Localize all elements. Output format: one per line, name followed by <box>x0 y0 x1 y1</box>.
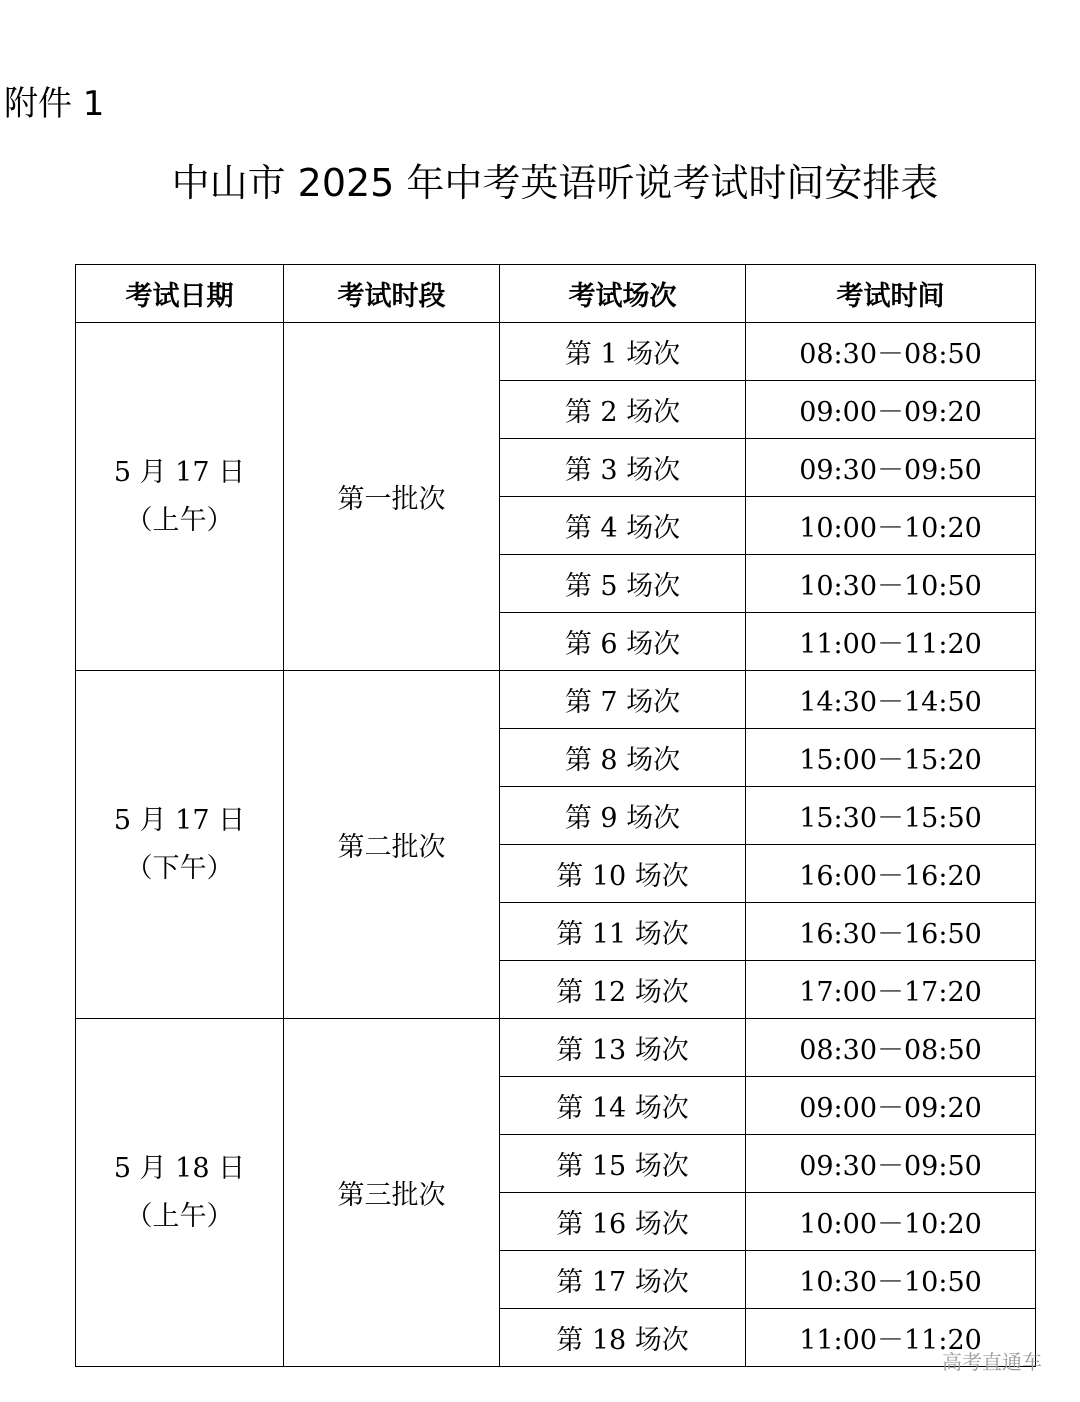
time-cell: 10:30－10:50 <box>746 555 1036 613</box>
watermark-text: 高考直通车 <box>942 1350 1042 1374</box>
page-title: 中山市 2025 年中考英语听说考试时间安排表 <box>171 161 939 205</box>
session-cell: 第 18 场次 <box>500 1309 746 1367</box>
table-header-row <box>76 265 1036 323</box>
session-cell: 第 11 场次 <box>500 903 746 961</box>
session-cell: 第 15 场次 <box>500 1135 746 1193</box>
date-text: 5 月 17 日 <box>113 804 246 836</box>
period-cell: 第三批次 <box>284 1019 500 1367</box>
session-cell: 第 7 场次 <box>500 671 746 729</box>
session-cell: 第 8 场次 <box>500 729 746 787</box>
time-cell: 08:30－08:50 <box>746 1019 1036 1077</box>
session-cell: 第 16 场次 <box>500 1193 746 1251</box>
half-day-text: （上午） <box>125 504 234 536</box>
period-cell: 第二批次 <box>284 671 500 1019</box>
session-cell: 第 3 场次 <box>500 439 746 497</box>
time-cell: 17:00－17:20 <box>746 961 1036 1019</box>
half-day-text: （下午） <box>125 852 234 884</box>
time-cell: 10:00－10:20 <box>746 497 1036 555</box>
period-cell: 第一批次 <box>284 323 500 671</box>
time-cell: 16:30－16:50 <box>746 903 1036 961</box>
session-cell: 第 5 场次 <box>500 555 746 613</box>
session-cell: 第 9 场次 <box>500 787 746 845</box>
time-cell: 09:00－09:20 <box>746 1077 1036 1135</box>
time-cell: 16:00－16:20 <box>746 845 1036 903</box>
header-exam-date: 考试日期 <box>76 265 284 323</box>
time-cell: 09:30－09:50 <box>746 439 1036 497</box>
time-cell: 11:00－11:20 <box>746 613 1036 671</box>
session-cell: 第 17 场次 <box>500 1251 746 1309</box>
time-cell: 09:30－09:50 <box>746 1135 1036 1193</box>
session-cell: 第 1 场次 <box>500 323 746 381</box>
exam-schedule-table <box>75 264 1036 1367</box>
date-cell <box>76 323 284 671</box>
time-cell: 09:00－09:20 <box>746 381 1036 439</box>
date-cell <box>76 671 284 1019</box>
date-text: 5 月 17 日 <box>113 456 246 488</box>
header-exam-time: 考试时间 <box>746 265 1036 323</box>
table-row <box>76 671 1036 729</box>
half-day-text: （上午） <box>125 1200 234 1232</box>
session-cell: 第 10 场次 <box>500 845 746 903</box>
header-exam-period: 考试时段 <box>284 265 500 323</box>
session-cell: 第 14 场次 <box>500 1077 746 1135</box>
session-cell: 第 2 场次 <box>500 381 746 439</box>
date-text: 5 月 18 日 <box>113 1152 246 1184</box>
time-cell: 14:30－14:50 <box>746 671 1036 729</box>
table-row <box>76 323 1036 381</box>
date-cell <box>76 1019 284 1367</box>
table-row <box>76 1019 1036 1077</box>
time-cell: 10:30－10:50 <box>746 1251 1036 1309</box>
time-cell: 15:00－15:20 <box>746 729 1036 787</box>
time-cell: 11:00－11:20 <box>746 1309 1036 1367</box>
session-cell: 第 12 场次 <box>500 961 746 1019</box>
session-cell: 第 13 场次 <box>500 1019 746 1077</box>
session-cell: 第 6 场次 <box>500 613 746 671</box>
attachment-label: 附件 1 <box>4 84 105 124</box>
time-cell: 08:30－08:50 <box>746 323 1036 381</box>
time-cell: 10:00－10:20 <box>746 1193 1036 1251</box>
time-cell: 15:30－15:50 <box>746 787 1036 845</box>
header-exam-session: 考试场次 <box>500 265 746 323</box>
session-cell: 第 4 场次 <box>500 497 746 555</box>
